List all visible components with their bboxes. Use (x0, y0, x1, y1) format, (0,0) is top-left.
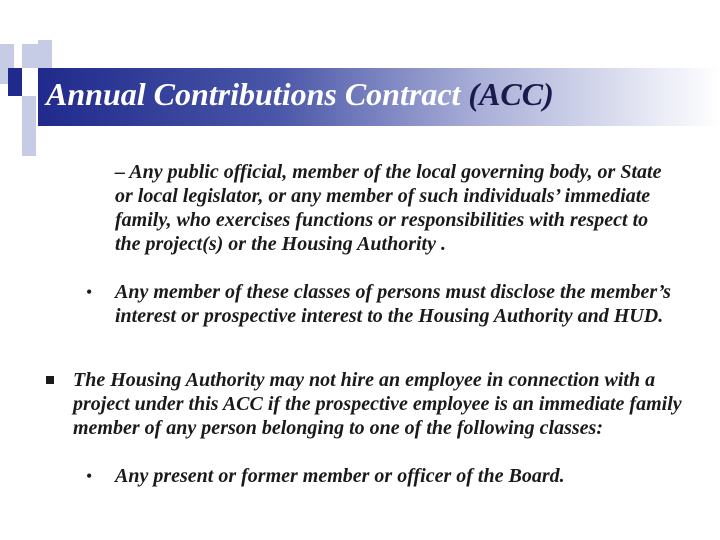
main-bullet-text: The Housing Authority may not hire an employee in connection with a project under this ACC if the prospective employee is an immediate family member of any person belonging to one of the following classes: (73, 369, 682, 439)
decor-square-light-top (22, 44, 38, 68)
title-acc: (ACC) (468, 76, 554, 112)
sub-bullet-text-1: Any member of these classes of persons must disclose the member’s interest or prospective interest to the Housing Authority and HUD. (115, 281, 671, 327)
square-bullet-icon (46, 376, 54, 384)
decor-square-dark (8, 68, 22, 96)
sub-bullet-glyph-2: • (86, 466, 93, 486)
title-main: Annual Contributions Contract (46, 76, 461, 112)
sub-bullet-glyph-1: • (86, 282, 93, 302)
continuation-text: – Any public official, member of the local governing body, or State or local legislator, or any member of such individuals’ immediate family, who exercises functions or responsibilities with respect to the project(s) or the Housing Authority . (115, 161, 662, 255)
decor-square-light-top-2 (38, 40, 52, 68)
sub-bullet-text-2: Any present or former member or officer of the Board. (115, 465, 565, 487)
slide-title (46, 72, 554, 116)
decor-square-light-bottom (22, 96, 36, 156)
